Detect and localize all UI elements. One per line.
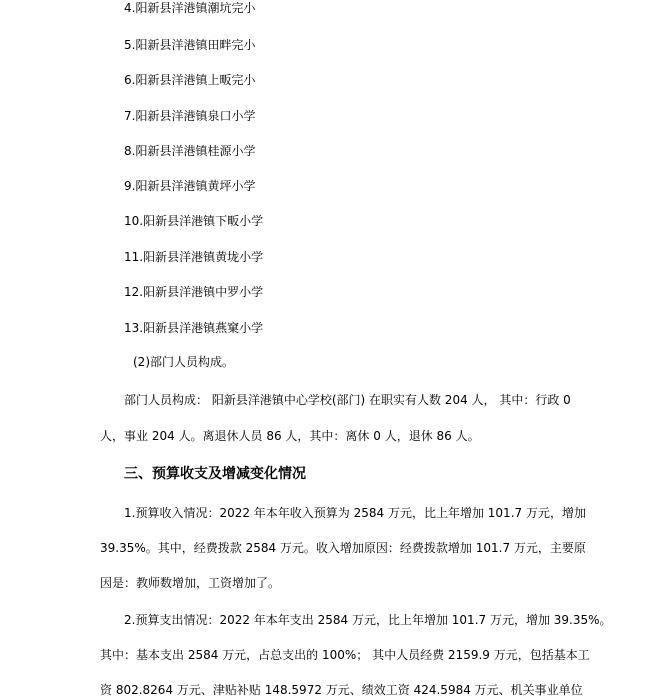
income-paragraph-line: 因是：教师数增加，工资增加了。 <box>100 576 281 590</box>
list-item: 10.阳新县洋港镇下畈小学 <box>124 214 264 228</box>
list-item: 6.阳新县洋港镇上畈完小 <box>124 73 256 87</box>
expense-paragraph-line: 其中：基本支出 2584 万元，占总支出的 100%； 其中人员经费 2159.9 万元，包括基本工 <box>100 648 590 662</box>
expense-paragraph-line: 2.预算支出情况：2022 年本年支出 2584 万元，比上年增加 101.7 万元，增加 39.35%。 <box>124 613 612 627</box>
expense-paragraph-line: 资 802.8264 万元、津贴补贴 148.5972 万元、绩效工资 424.5984 万元、机关事业单位 <box>100 683 583 697</box>
list-item: 8.阳新县洋港镇桂源小学 <box>124 144 256 158</box>
staff-paragraph-line: 人，事业 204 人。离退休人员 86 人，其中：离休 0 人，退休 86 人。 <box>100 429 480 443</box>
list-item: 7.阳新县洋港镇泉口小学 <box>124 109 256 123</box>
list-item: 13.阳新县洋港镇燕窠小学 <box>124 321 264 335</box>
list-item: 4.阳新县洋港镇潮坑完小 <box>124 1 256 15</box>
section-heading: 三、预算收支及增减变化情况 <box>124 466 306 482</box>
list-item: 9.阳新县洋港镇黄坪小学 <box>124 179 256 193</box>
list-item: 5.阳新县洋港镇田畔完小 <box>124 38 256 52</box>
list-item: 11.阳新县洋港镇黄垅小学 <box>124 250 264 264</box>
subheading: (2)部门人员构成。 <box>133 355 234 369</box>
income-paragraph-line: 39.35%。其中，经费拨款 2584 万元。收入增加原因：经费拨款增加 101.7 万元，主要原 <box>100 541 586 555</box>
staff-paragraph-line: 部门人员构成： 阳新县洋港镇中心学校(部门) 在职实有人数 204 人， 其中：行政 0 <box>124 393 571 407</box>
income-paragraph-line: 1.预算收入情况：2022 年本年收入预算为 2584 万元，比上年增加 101.7 万元，增加 <box>124 506 586 520</box>
list-item: 12.阳新县洋港镇中罗小学 <box>124 285 264 299</box>
